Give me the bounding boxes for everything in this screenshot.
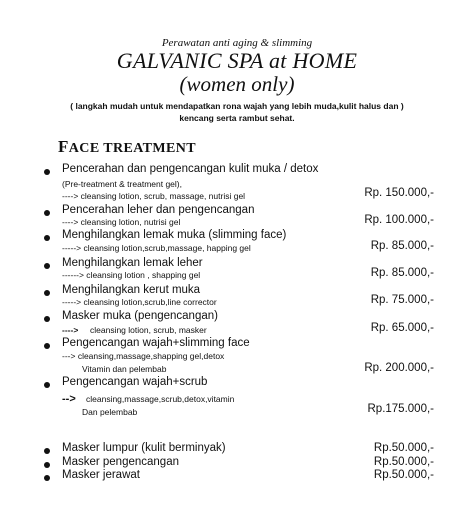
document-subtitle: Perawatan anti aging & slimming xyxy=(161,37,313,49)
treatment-name: Menghilangkan kerut muka xyxy=(62,284,201,296)
bullet-icon xyxy=(44,235,50,241)
bullet-icon xyxy=(44,382,50,388)
treatment-detail: Dan pelembab xyxy=(82,407,138,417)
treatment-detail: cleansing,massage,scrub,detox,vitamin xyxy=(86,394,235,404)
treatment-price: Rp. 85.000,- xyxy=(370,240,434,252)
treatment-name: Masker lumpur (kulit berminyak) xyxy=(62,442,226,454)
treatment-price: Rp.50.000,- xyxy=(373,456,434,468)
section-title-initial: F xyxy=(58,137,69,156)
treatment-detail: ---> cleansing,massage,shapping gel,detox xyxy=(62,351,225,361)
treatment-price: Rp. 75.000,- xyxy=(370,294,434,306)
treatment-price: Rp. 150.000,- xyxy=(364,187,434,199)
treatment-name: Masker pengencangan xyxy=(62,456,179,468)
description-line-2: kencang serta rambut sehat. xyxy=(179,113,295,123)
treatment-price: Rp. 85.000,- xyxy=(370,267,434,279)
section-title xyxy=(58,137,196,157)
bullet-icon xyxy=(44,316,50,322)
bullet-icon xyxy=(44,210,50,216)
treatment-name: Masker muka (pengencangan) xyxy=(62,310,218,322)
treatment-name: Pengencangan wajah+slimming face xyxy=(62,337,250,349)
description-line-1: ( langkah mudah untuk mendapatkan rona wajah yang lebih muda,kulit halus dan ) xyxy=(70,101,404,111)
treatment-name: Pencerahan dan pengencangan kulit muka / detox xyxy=(62,163,319,175)
treatment-price: Rp.175.000,- xyxy=(367,403,434,415)
treatment-detail: ------> cleansing lotion , shapping gel xyxy=(62,270,201,280)
treatment-price: Rp. 100.000,- xyxy=(364,214,434,226)
treatment-name: Menghilangkan lemak muka (slimming face) xyxy=(62,229,287,241)
treatment-detail: -----> cleansing lotion,scrub,line corrector xyxy=(62,297,217,307)
treatment-detail: ----> cleansing lotion, nutrisi gel xyxy=(62,217,181,227)
treatment-name: Menghilangkan lemak leher xyxy=(62,257,203,269)
treatment-detail: ----> cleansing lotion, scrub, massage, nutrisi gel xyxy=(62,191,246,201)
treatment-price: Rp. 65.000,- xyxy=(370,322,434,334)
bullet-icon xyxy=(44,475,50,481)
treatment-detail: -----> cleansing lotion,scrub,massage, happing gel xyxy=(62,243,251,253)
bullet-icon xyxy=(44,263,50,269)
treatment-price: Rp.50.000,- xyxy=(373,442,434,454)
bullet-icon xyxy=(44,343,50,349)
treatment-name: Pengencangan wajah+scrub xyxy=(62,376,208,388)
treatment-detail: Vitamin dan pelembab xyxy=(82,364,167,374)
treatment-price: Rp. 200.000,- xyxy=(364,362,434,374)
treatment-detail: (Pre-treatment & treatment gel), xyxy=(62,179,182,189)
treatment-price: Rp.50.000,- xyxy=(373,469,434,481)
document-audience: (women only) xyxy=(179,72,295,96)
bullet-icon xyxy=(44,462,50,468)
arrow-marker: ----> xyxy=(62,325,79,335)
arrow-marker: --> xyxy=(62,393,76,405)
bullet-icon xyxy=(44,290,50,296)
treatment-name: Pencerahan leher dan pengencangan xyxy=(62,204,255,216)
document-title: GALVANIC SPA at HOME xyxy=(116,48,358,73)
treatment-detail: cleansing lotion, scrub, masker xyxy=(90,325,207,335)
bullet-icon xyxy=(44,448,50,454)
section-title-rest: ACE TREATMENT xyxy=(68,141,196,156)
treatment-name: Masker jerawat xyxy=(62,469,140,481)
bullet-icon xyxy=(44,169,50,175)
